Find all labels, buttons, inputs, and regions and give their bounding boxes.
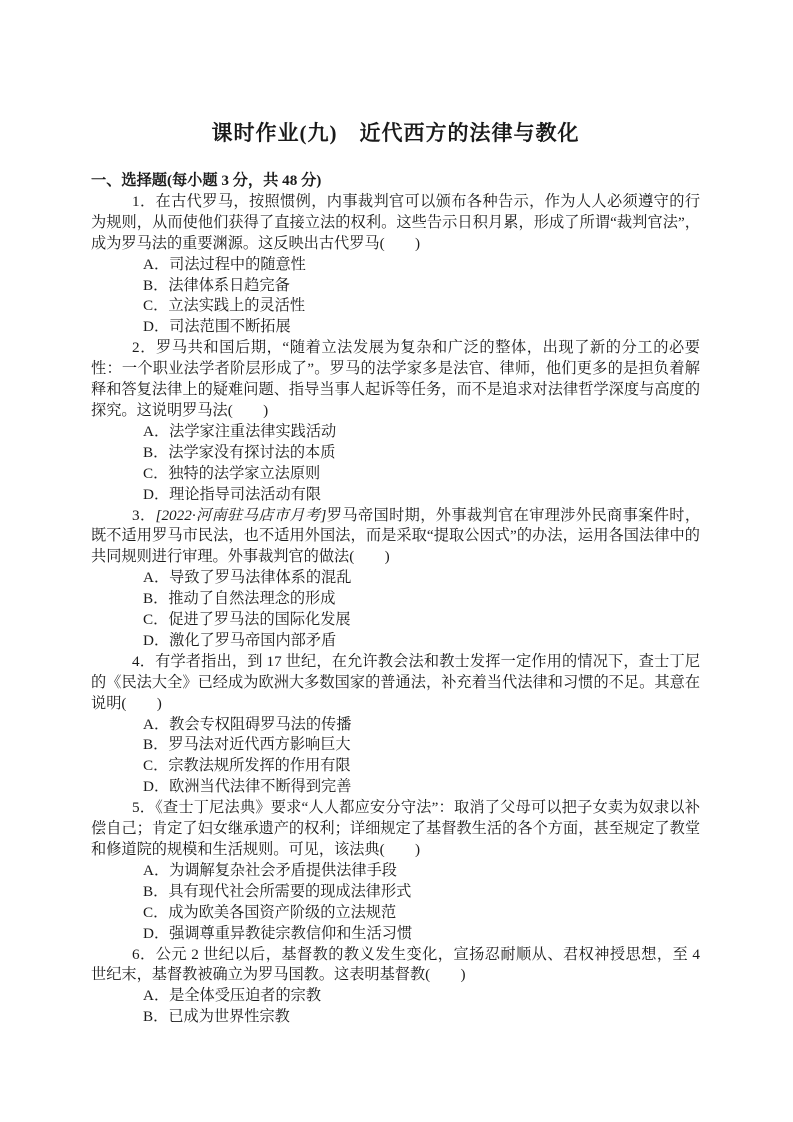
question-number: 2． xyxy=(132,339,157,357)
question-stem xyxy=(91,652,700,715)
option-row: C．独特的法学家立法原则 xyxy=(143,464,321,482)
question-number: 6． xyxy=(132,945,156,963)
option-row: A．是全体受压迫者的宗教 xyxy=(143,987,322,1005)
option-row: D．欧洲当代法律不断得到完善 xyxy=(143,778,352,796)
question-stem xyxy=(91,945,700,987)
question-text: 在古代罗马，按照惯例，内事裁判官可以颁布各种告示，作为人人必须遵守的行为规则，从而使他们获得了直接立法的权利。这些告示日积月累，形成了所谓“裁判官法”，成为罗马法的重要渊源。这反映出古代罗马( ) xyxy=(91,192,701,252)
option-row: B．法学家没有探讨法的本质 xyxy=(143,443,336,461)
question-text: 有学者指出，到 17 世纪，在允许教会法和教士发挥一定作用的情况下，查士丁尼的《民法大全》已经成为欧洲大多数国家的普通法，补充着当代法律和习惯的不足。其意在说明( ) xyxy=(91,652,701,712)
option-row: A．司法过程中的随意性 xyxy=(143,255,306,273)
question-source: [2022·河南驻马店市月考] xyxy=(155,506,327,524)
section-header: 一、选择题(每小题 3 分，共 48 分) xyxy=(91,172,322,189)
option-row: D．司法范围不断拓展 xyxy=(143,318,291,336)
option-row: A．法学家注重法律实践活动 xyxy=(143,422,337,440)
question-list xyxy=(91,171,700,1028)
question-stem xyxy=(91,798,700,861)
question-block xyxy=(91,798,700,944)
option-row: C．成为欧美各国资产阶级的立法规范 xyxy=(143,903,397,921)
question-stem xyxy=(91,192,700,255)
option-row: B．法律体系日趋完备 xyxy=(143,276,290,294)
option-row: B．已成为世界性宗教 xyxy=(143,1008,290,1026)
option-row: C．宗教法规所发挥的作用有限 xyxy=(143,757,351,775)
option-row: D．强调尊重异教徒宗教信仰和生活习惯 xyxy=(143,924,413,942)
option-row: B．具有现代社会所需要的现成法律形式 xyxy=(143,882,412,900)
question-block xyxy=(91,338,700,505)
option-row: B．推动了自然法理念的形成 xyxy=(143,590,336,608)
option-row: D．理论指导司法活动有限 xyxy=(143,485,322,503)
option-row: D．激化了罗马帝国内部矛盾 xyxy=(143,631,337,649)
question-number: 4． xyxy=(132,652,156,670)
question-text: 罗马共和国后期，“随着立法发展为复杂和广泛的整体，出现了新的分工的必要性：一个职业法学者阶层形成了”。罗马的法学家多是法官、律师，他们更多的是担负着解释和答复法律上的疑难问题、指导当事人起诉等任务，而不是追求对法律哲学深度与高度的探究。这说明罗马法( ) xyxy=(91,339,700,419)
option-row: C．促进了罗马法的国际化发展 xyxy=(143,611,351,629)
option-row: A．为调解复杂社会矛盾提供法律手段 xyxy=(143,861,397,879)
option-row: C．立法实践上的灵活性 xyxy=(143,297,306,315)
question-number: 5． xyxy=(132,799,156,817)
option-row: A．教会专权阻碍罗马法的传播 xyxy=(143,715,352,733)
question-stem xyxy=(91,506,700,569)
question-text: 公元 2 世纪以后，基督教的教义发生变化，宣扬忍耐顺从、君权神授思想，至 4 世纪末，基督教被确立为罗马国教。这表明基督教( ) xyxy=(91,945,701,984)
option-row: B．罗马法对近代西方影响巨大 xyxy=(143,736,351,754)
question-number: 3． xyxy=(132,506,156,524)
question-text: 《查士丁尼法典》要求“人人都应安分守法”：取消了父母可以把子女卖为奴隶以补偿自己；肯定了妇女继承遗产的权利；详细规定了基督教生活的各个方面，甚至规定了教堂和修道院的规模和生活规则。可见，该法典( ) xyxy=(91,799,701,858)
option-row: A．导致了罗马法律体系的混乱 xyxy=(143,569,352,587)
question-number: 1． xyxy=(132,192,156,210)
page-title: 课时作业(九) 近代西方的法律与教化 xyxy=(211,121,580,145)
question-stem xyxy=(91,338,700,422)
question-block xyxy=(91,506,700,652)
question-block xyxy=(91,945,700,1029)
question-block xyxy=(91,652,700,798)
question-block xyxy=(91,192,700,338)
page-content xyxy=(91,118,700,1028)
question-text: 罗马帝国时期，外事裁判官在审理涉外民商事案件时，既不适用罗马市民法，也不适用外国法，而是采取“提取公因式”的办法，运用各国法律中的共同规则进行审理。外事裁判官的做法( ) xyxy=(91,506,701,566)
